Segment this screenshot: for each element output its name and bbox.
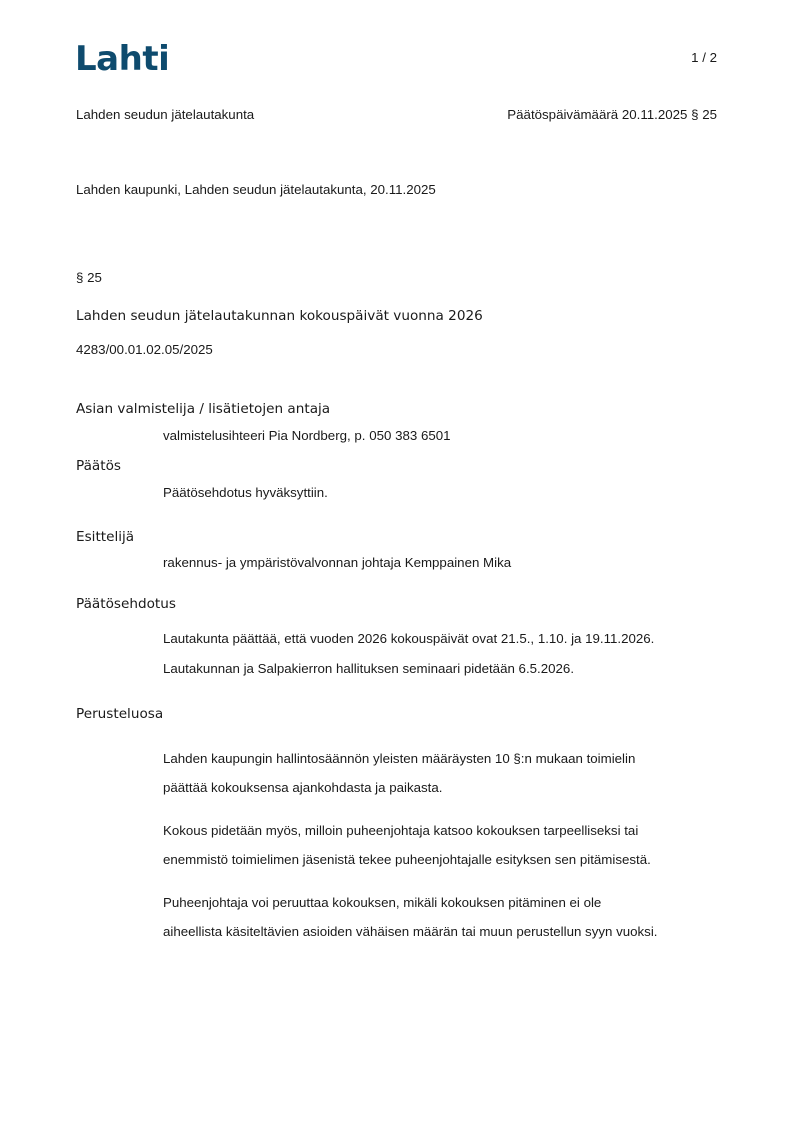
- preparer-heading: Asian valmistelija / lisätietojen antaja: [76, 401, 331, 417]
- organ-name: Lahden seudun jätelautakunta: [76, 107, 255, 122]
- proposal-line: Lautakunta päättää, että vuoden 2026 kokouspäivät ovat 21.5., 1.10. ja 19.11.2026.: [163, 631, 655, 646]
- rationale-line: aiheellista käsiteltävien asioiden vähäisen määrän tai muun perustellun syyn vuoksi.: [163, 924, 658, 939]
- rationale-line: Lahden kaupungin hallintosäännön yleisten määräysten 10 §:n mukaan toimielin: [163, 751, 636, 766]
- lahti-logo: Lahti: [75, 39, 170, 79]
- presenter-value: rakennus- ja ympäristövalvonnan johtaja Kemppainen Mika: [163, 555, 512, 570]
- meeting-line: Lahden kaupunki, Lahden seudun jätelautakunta, 20.11.2025: [76, 182, 436, 197]
- page-number: 1 / 2: [691, 50, 717, 65]
- rationale-line: Kokous pidetään myös, milloin puheenjohtaja katsoo kokouksen tarpeelliseksi tai: [163, 823, 639, 838]
- section-number: § 25: [76, 270, 102, 285]
- decision-date: Päätöspäivämäärä 20.11.2025 § 25: [507, 107, 717, 122]
- proposal-heading: Päätösehdotus: [76, 596, 176, 612]
- rationale-line: päättää kokouksensa ajankohdasta ja paikasta.: [163, 780, 443, 795]
- preparer-value: valmistelusihteeri Pia Nordberg, p. 050 383 6501: [163, 428, 451, 443]
- diary-number: 4283/00.01.02.05/2025: [76, 342, 213, 357]
- proposal-line: Lautakunnan ja Salpakierron hallituksen seminaari pidetään 6.5.2026.: [163, 661, 575, 676]
- decision-value: Päätösehdotus hyväksyttiin.: [163, 485, 328, 500]
- rationale-heading: Perusteluosa: [76, 706, 164, 722]
- decision-heading: Päätös: [76, 458, 121, 474]
- presenter-heading: Esittelijä: [76, 529, 135, 545]
- section-title: Lahden seudun jätelautakunnan kokouspäivät vuonna 2026: [76, 308, 483, 324]
- rationale-line: Puheenjohtaja voi peruuttaa kokouksen, mikäli kokouksen pitäminen ei ole: [163, 895, 602, 910]
- rationale-line: enemmistö toimielimen jäsenistä tekee puheenjohtajalle esityksen sen pitämisestä.: [163, 852, 651, 867]
